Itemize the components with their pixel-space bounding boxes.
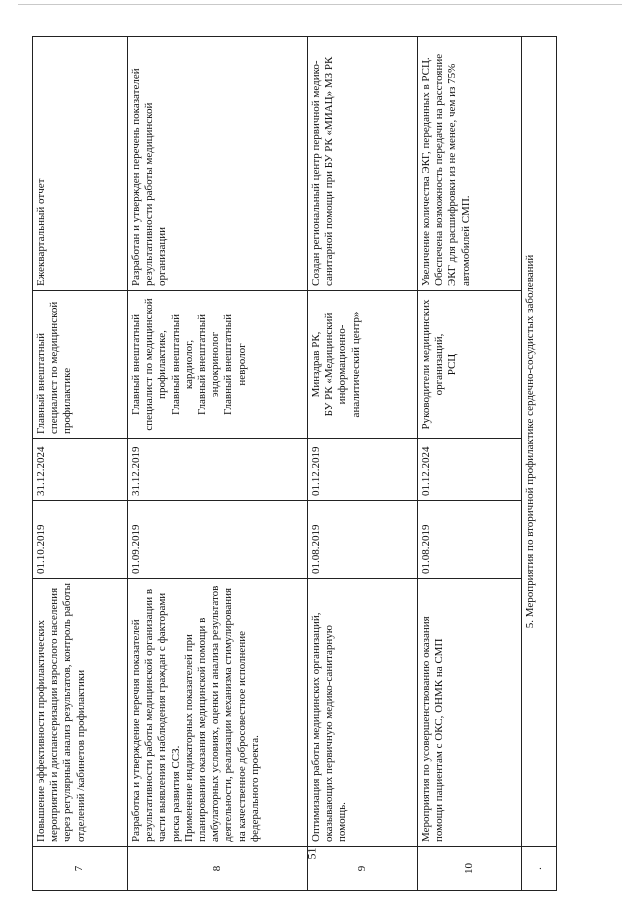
event-cell: Разработка и утверждение перечня показателей результативности работы медицинской организации в части выявления и наблюдения граждан с факторами риска развития ССЗ. Применение индикаторных показателей при планировании оказания медицинской помощи в амбулаторных условиях, оценки и анализа результатов деятельности, реализации механизма стимулирования на качественное добросовестное исполнение федерального проекта.: [128, 579, 308, 847]
row-number: 7: [33, 847, 128, 891]
section-number: .: [522, 847, 557, 891]
rotated-table-wrapper: [32, 36, 556, 891]
responsible-cell: Главный внештатный специалист по медицинской профилактике, Главный внештатный кардиолог, Главный внештатный эндокринолог Главный внештатный невролог: [128, 291, 308, 439]
section-title: 5. Мероприятия по вторичной профилактике сердечно-сосудистых заболеваний: [522, 37, 557, 847]
start-date-cell: 01.10.2019: [33, 501, 128, 579]
page-number: 51: [304, 847, 319, 860]
scan-top-edge: [18, 4, 622, 5]
event-cell: Повышение эффективности профилактических мероприятий и диспансеризации взрослого населения через регулярный анализ результатов, контроль работы отделений /кабинетов профилактики: [33, 579, 128, 847]
responsible-cell: Руководители медицинских организаций, РСЦ: [418, 291, 522, 439]
result-cell: Создан региональный центр первичной медико-санитарной помощи при БУ РК «МИАЦ» МЗ РК: [308, 37, 418, 291]
row-number: 10: [418, 847, 522, 891]
responsible-cell: Минздрав РК, БУ РК «Медицинский информационно-аналитический центр»: [308, 291, 418, 439]
section-header-row: [522, 37, 557, 891]
event-cell: Оптимизация работы медицинских организаций, оказывающих первичную медико-санитарную помощь.: [308, 579, 418, 847]
end-date-cell: 01.12.2024: [418, 439, 522, 501]
table-row: [308, 37, 418, 891]
end-date-cell: 31.12.2019: [128, 439, 308, 501]
row-number: 9: [308, 847, 418, 891]
table-row: [128, 37, 308, 891]
table-row: [33, 37, 128, 891]
result-cell: Разработан и утвержден перечень показателей результативности работы медицинской организации: [128, 37, 308, 291]
start-date-cell: 01.09.2019: [128, 501, 308, 579]
table-row: [418, 37, 522, 891]
row-number: 8: [128, 847, 308, 891]
result-cell: Увеличение количества ЭКГ, переданных в РСЦ. Обеспечена возможность передачи на расстояние ЭКГ для расшифровки из не менее, чем из 75% автомобилей СМП.: [418, 37, 522, 291]
result-cell: Ежеквартальный отчет: [33, 37, 128, 291]
action-plan-table: [32, 36, 557, 891]
end-date-cell: 31.12.2024: [33, 439, 128, 501]
end-date-cell: 01.12.2019: [308, 439, 418, 501]
responsible-cell: Главный внештатный специалист по медицинской профилактике: [33, 291, 128, 439]
start-date-cell: 01.08.2019: [418, 501, 522, 579]
start-date-cell: 01.08.2019: [308, 501, 418, 579]
event-cell: Мероприятия по усовершенствованию оказания помощи пациентам с ОКС, ОНМК на СМП: [418, 579, 522, 847]
